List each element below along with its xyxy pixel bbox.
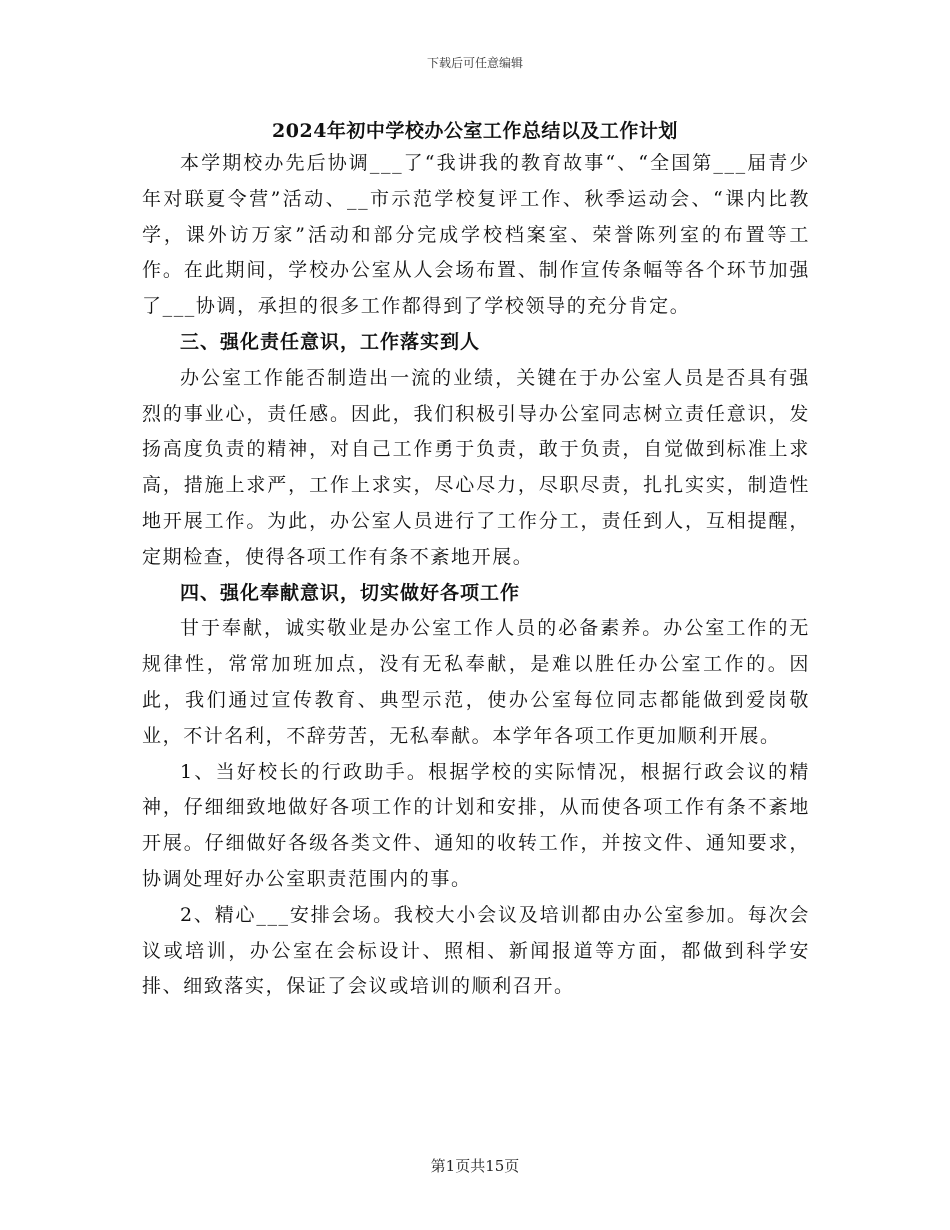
paragraph-item-2: 2、精心___安排会场。我校大小会议及培训都由办公室参加。每次会议或培训，办公室在会标设计、照相、新闻报道等方面，都做到科学安排、细致落实，保证了会议或培训的顺利召开。 — [142, 903, 810, 998]
page-header-note: 下载后可任意编辑 — [426, 56, 523, 70]
page-number: 第1页共15页 — [430, 1157, 520, 1175]
paragraph-dedication: 甘于奉献，诚实敬业是办公室工作人员的必备素养。办公室工作的无规律性，常常加班加点，没有无私奉献，是难以胜任办公室工作的。因此，我们通过宣传教育、典型示范，使办公室每位同志都能做到爱岗敬业，不计名利，不辞劳苦，无私奉献。本学年各项工作更加顺利开展。 — [142, 617, 810, 747]
paragraph-responsibility: 办公室工作能否制造出一流的业绩，关键在于办公室人员是否具有强烈的事业心，责任感。因此，我们积极引导办公室同志树立责任意识，发扬高度负责的精神，对自己工作勇于负责，敢于负责，自觉做到标准上求高，措施上求严，工作上求实，尽心尽力，尽职尽责，扎扎实实，制造性地开展工作。为此，办公室人员进行了工作分工，责任到人，互相提醒，定期检查，使得各项工作有条不紊地开展。 — [142, 366, 810, 568]
section-heading-4: 四、强化奉献意识，切实做好各项工作 — [180, 581, 521, 604]
paragraph-item-1: 1、当好校长的行政助手。根据学校的实际情况，根据行政会议的精神，仔细细致地做好各项工作的计划和安排，从而使各项工作有条不紊地开展。仔细做好各级各类文件、通知的收转工作，并按文件、通知要求，协调处理好办公室职责范围内的事。 — [142, 760, 810, 890]
document-body — [142, 146, 810, 1005]
paragraph-intro: 本学期校办先后协调___了“我讲我的教育故事“、“全国第___届青少年对联夏令营”活动、__市示范学校复评工作、秋季运动会、“课内比教学，课外访万家”活动和部分完成学校档案室、荣誉陈列室的布置等工作。在此期间，学校办公室从人会场布置、制作宣传条幅等各个环节加强了___协调，承担的很多工作都得到了学校领导的充分肯定。 — [142, 152, 810, 318]
page-title: 2024年初中学校办公室工作总结以及工作计划 — [272, 120, 678, 142]
section-heading-3: 三、强化责任意识，工作落实到人 — [180, 330, 481, 353]
